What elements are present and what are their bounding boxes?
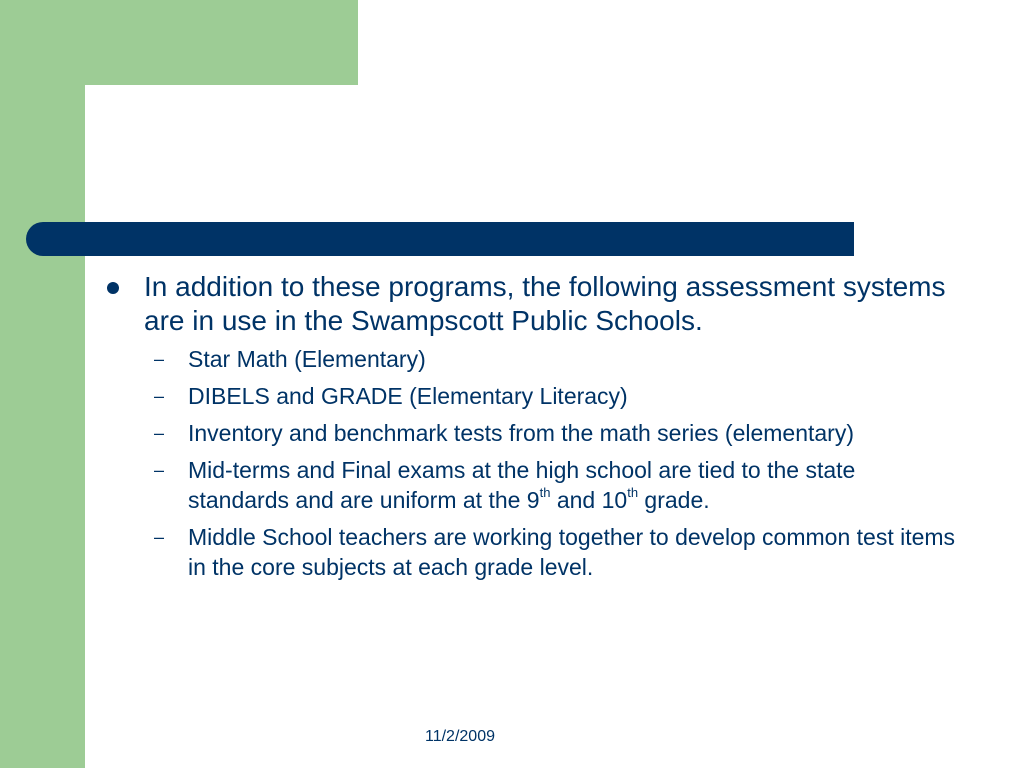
sub-bullet-item: [144, 522, 960, 582]
slide-body: [100, 270, 960, 589]
main-bullet-item: [100, 270, 960, 338]
decorative-green-sidebar: [0, 0, 85, 768]
dash-icon: –: [154, 527, 165, 547]
sub-bullet-item: [144, 418, 960, 448]
ordinal-suffix: th: [539, 485, 551, 501]
footer-date: 11/2/2009: [425, 728, 495, 745]
sub-bullet-text: Star Math (Elementary): [188, 346, 426, 372]
dash-icon: –: [154, 460, 165, 480]
sub-bullet-text: Middle School teachers are working together to develop common test items in the core subjects at each grade level.: [188, 524, 956, 580]
dash-icon: –: [154, 349, 165, 369]
title-bar: [26, 222, 854, 256]
sub-bullet-list: [100, 344, 960, 582]
bullet-dot-icon: [107, 282, 119, 294]
sub-bullet-text-part: Mid-terms and Final exams at the high school are tied to the state standards and are uniform at the 9: [188, 457, 856, 513]
sub-bullet-text: Inventory and benchmark tests from the math series (elementary): [188, 420, 855, 446]
dash-icon: –: [154, 386, 165, 406]
dash-icon: –: [154, 423, 165, 443]
sub-bullet-text-part: and 10: [550, 487, 628, 513]
sub-bullet-text: [188, 457, 855, 513]
sub-bullet-text: DIBELS and GRADE (Elementary Literacy): [188, 383, 628, 409]
sub-bullet-text-part: grade.: [638, 487, 710, 513]
sub-bullet-item: [144, 381, 960, 411]
sub-bullet-item: [144, 455, 960, 515]
ordinal-suffix: th: [627, 485, 639, 501]
main-bullet-text: In addition to these programs, the following assessment systems are in use in the Swampscott Public Schools.: [144, 271, 946, 336]
sub-bullet-item: [144, 344, 960, 374]
